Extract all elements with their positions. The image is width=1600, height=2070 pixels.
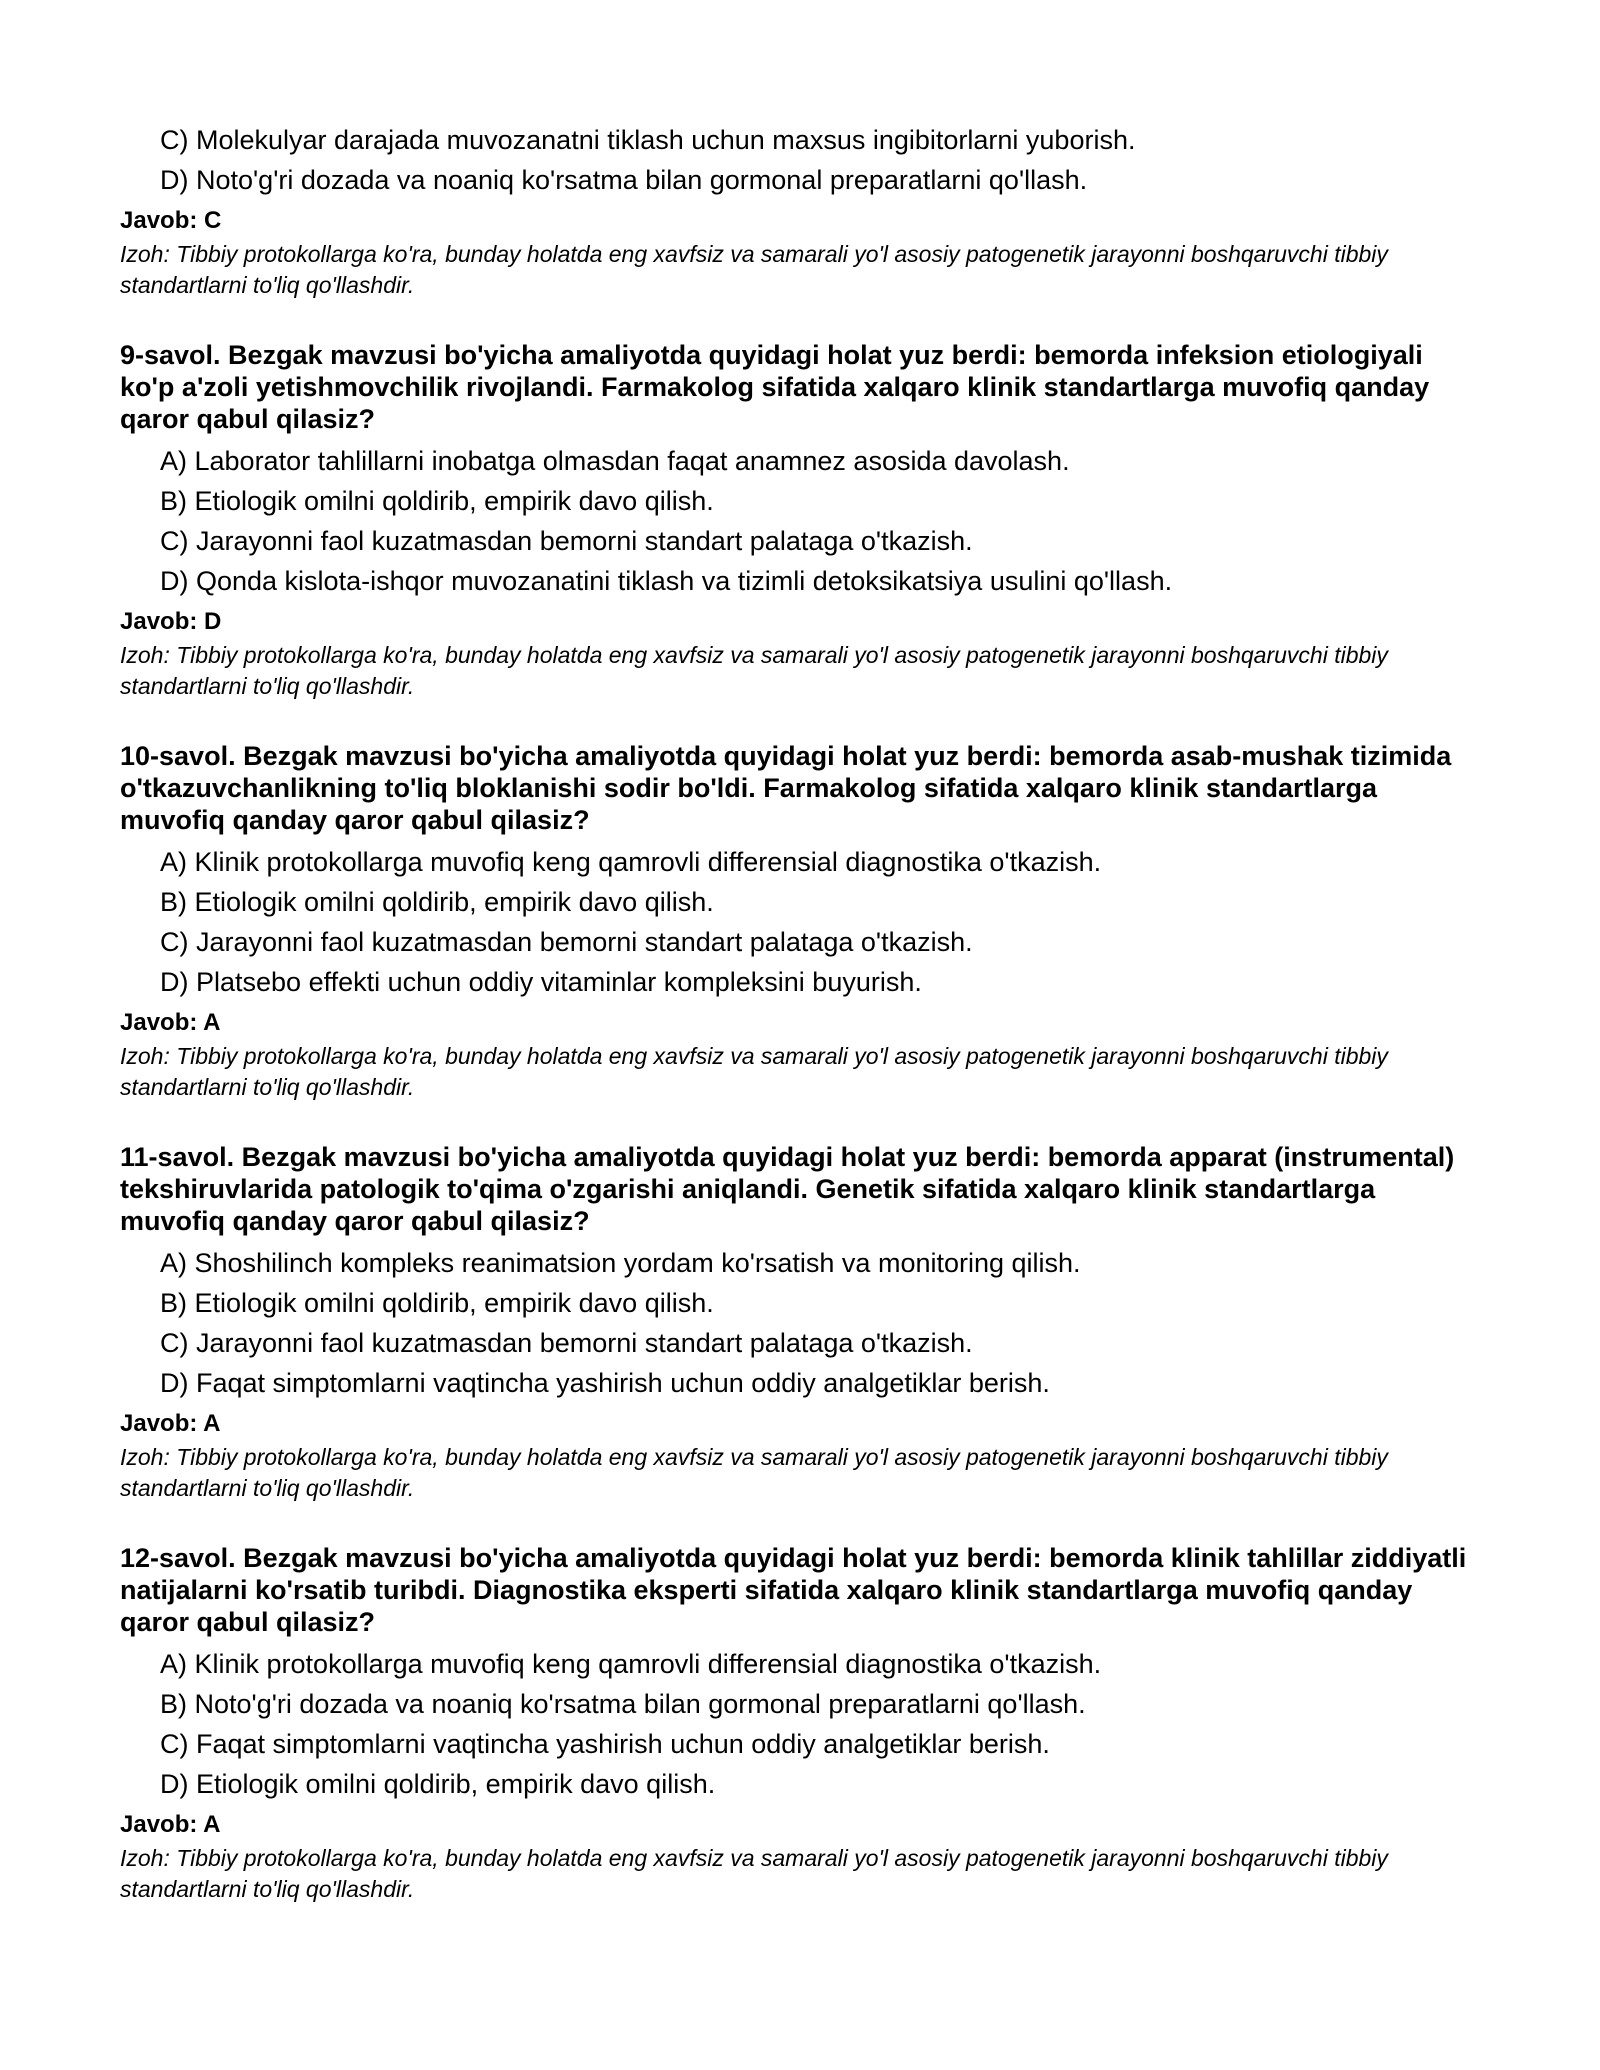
option-c: C) Jarayonni faol kuzatmasdan bemorni standart palataga o'tkazish. (160, 927, 973, 957)
option-d: D) Faqat simptomlarni vaqtincha yashirish uchun oddiy analgetiklar berish. (160, 1368, 1050, 1398)
option-d: D) Qonda kislota-ishqor muvozanatini tiklash va tizimli detoksikatsiya usulini qo'llash. (160, 566, 1173, 596)
document-page (120, 120, 1480, 1905)
option-d: D) Etiologik omilni qoldirib, empirik davo qilish. (160, 1769, 716, 1799)
question-11 (120, 1141, 1480, 1504)
option-d: D) Noto'g'ri dozada va noaniq ko'rsatma bilan gormonal preparatlarni qo'llash. (160, 165, 1088, 195)
question-title: 11-savol. Bezgak mavzusi bo'yicha amaliyotda quyidagi holat yuz berdi: bemorda apparat (instrumental) tekshiruvlarida patologik to'qima o'zgarishi aniqlandi. Genetik sifatida xalqaro klinik standartlarga muvofiq qanday qaror qabul qilasiz? (120, 1142, 1455, 1236)
answer-label: Javob: C (120, 207, 222, 234)
explanation-note: Izoh: Tibbiy protokollarga ko'ra, bunday holatda eng xavfsiz va samarali yo'l asosiy patogenetik jarayonni boshqaruvchi tibbiy standartlarni to'liq qo'llashdir. (120, 1845, 1388, 1902)
explanation-note: Izoh: Tibbiy protokollarga ko'ra, bunday holatda eng xavfsiz va samarali yo'l asosiy patogenetik jarayonni boshqaruvchi tibbiy standartlarni to'liq qo'llashdir. (120, 642, 1388, 699)
question-title: 10-savol. Bezgak mavzusi bo'yicha amaliyotda quyidagi holat yuz berdi: bemorda asab-mushak tizimida o'tkazuvchanlikning to'liq bloklanishi sodir bo'ldi. Farmakolog sifatida xalqaro klinik standartlarga muvofiq qanday qaror qabul qilasiz? (120, 741, 1452, 835)
question-title: 12-savol. Bezgak mavzusi bo'yicha amaliyotda quyidagi holat yuz berdi: bemorda klinik tahlillar ziddiyatli natijalarni ko'rsatib turibdi. Diagnostika eksperti sifatida xalqaro klinik standartlarga muvofiq qanday qaror qabul qilasiz? (120, 1543, 1467, 1637)
question-12 (120, 1542, 1480, 1905)
explanation-note: Izoh: Tibbiy protokollarga ko'ra, bunday holatda eng xavfsiz va samarali yo'l asosiy patogenetik jarayonni boshqaruvchi tibbiy standartlarni to'liq qo'llashdir. (120, 1444, 1388, 1501)
explanation-note: Izoh: Tibbiy protokollarga ko'ra, bunday holatda eng xavfsiz va samarali yo'l asosiy patogenetik jarayonni boshqaruvchi tibbiy standartlarni to'liq qo'llashdir. (120, 1043, 1388, 1100)
option-c: C) Faqat simptomlarni vaqtincha yashirish uchun oddiy analgetiklar berish. (160, 1729, 1050, 1759)
answer-label: Javob: A (120, 1811, 221, 1838)
option-a: A) Shoshilinch kompleks reanimatsion yordam ko'rsatish va monitoring qilish. (160, 1248, 1081, 1278)
option-a: A) Klinik protokollarga muvofiq keng qamrovli differensial diagnostika o'tkazish. (160, 1649, 1102, 1679)
question-title: 9-savol. Bezgak mavzusi bo'yicha amaliyotda quyidagi holat yuz berdi: bemorda infeksion etiologiyali ko'p a'zoli yetishmovchilik rivojlandi. Farmakolog sifatida xalqaro klinik standartlarga muvofiq qanday qaror qabul qilasiz? (120, 340, 1430, 434)
explanation-note: Izoh: Tibbiy protokollarga ko'ra, bunday holatda eng xavfsiz va samarali yo'l asosiy patogenetik jarayonni boshqaruvchi tibbiy standartlarni to'liq qo'llashdir. (120, 241, 1388, 298)
option-b: B) Etiologik omilni qoldirib, empirik davo qilish. (160, 887, 714, 917)
question-9 (120, 339, 1480, 702)
option-c: C) Molekulyar darajada muvozanatni tiklash uchun maxsus ingibitorlarni yuborish. (160, 125, 1136, 155)
option-b: B) Etiologik omilni qoldirib, empirik davo qilish. (160, 1288, 714, 1318)
answer-label: Javob: A (120, 1009, 221, 1036)
option-c: C) Jarayonni faol kuzatmasdan bemorni standart palataga o'tkazish. (160, 526, 973, 556)
answer-label: Javob: A (120, 1410, 221, 1437)
option-b: B) Etiologik omilni qoldirib, empirik davo qilish. (160, 486, 714, 516)
option-a: A) Laborator tahlillarni inobatga olmasdan faqat anamnez asosida davolash. (160, 446, 1070, 476)
answer-label: Javob: D (120, 608, 222, 635)
option-b: B) Noto'g'ri dozada va noaniq ko'rsatma bilan gormonal preparatlarni qo'llash. (160, 1689, 1086, 1719)
option-d: D) Platsebo effekti uchun oddiy vitaminlar kompleksini buyurish. (160, 967, 922, 997)
option-a: A) Klinik protokollarga muvofiq keng qamrovli differensial diagnostika o'tkazish. (160, 847, 1102, 877)
previous-question-tail (120, 120, 1480, 301)
question-10 (120, 740, 1480, 1103)
option-c: C) Jarayonni faol kuzatmasdan bemorni standart palataga o'tkazish. (160, 1328, 973, 1358)
